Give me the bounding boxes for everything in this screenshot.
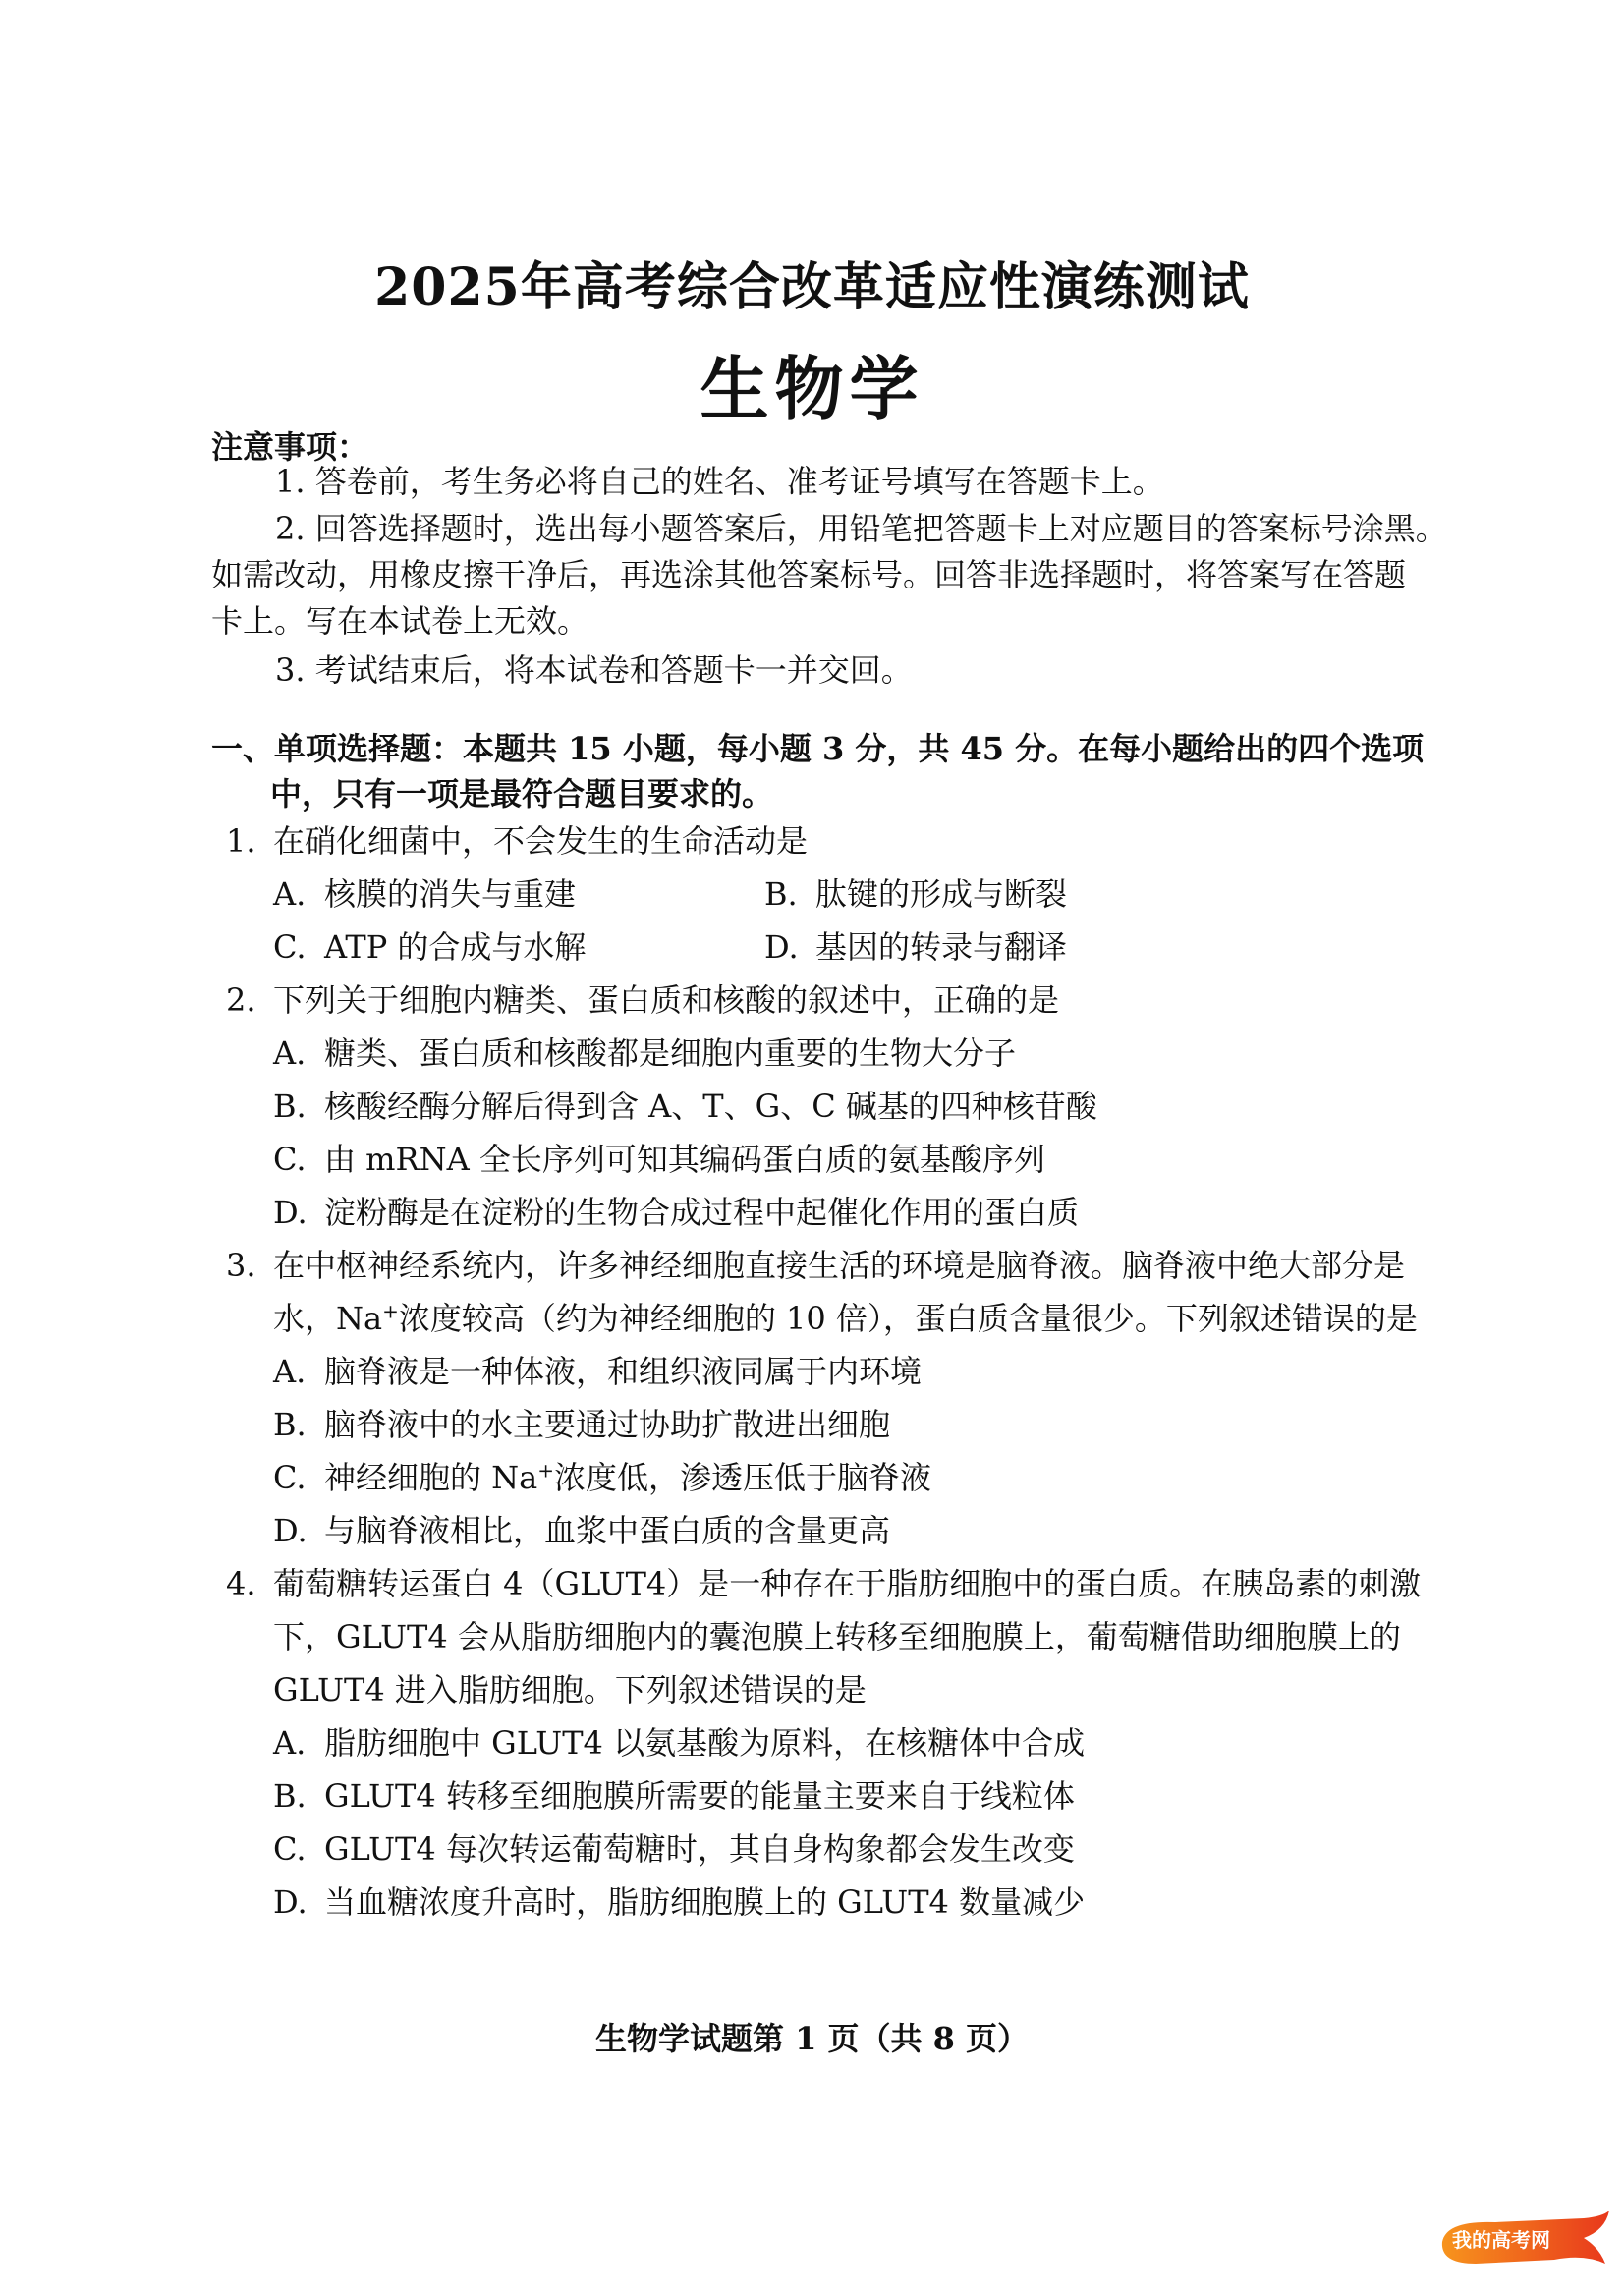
option-text: 核酸经酶分解后得到含 A、T、G、C 碱基的四种核苷酸 <box>324 1088 1097 1125</box>
option-letter: D. <box>273 1512 308 1549</box>
question-stem: 葡萄糖转运蛋白 4（GLUT4）是一种存在于脂肪细胞中的蛋白质。在胰岛素的刺激 <box>273 1565 1422 1602</box>
question-number: 2. <box>226 981 256 1019</box>
option-letter: B. <box>273 1088 307 1125</box>
question-4-stem-cont: 下，GLUT4 会从脂肪细胞内的囊泡膜上转移至细胞膜上，葡萄糖借助细胞膜上的 <box>273 1618 1401 1655</box>
question-2-option-d <box>273 1193 1079 1232</box>
option-text: 脂肪细胞中 GLUT4 以氨基酸为原料，在核糖体中合成 <box>324 1724 1086 1762</box>
option-letter: C. <box>273 1141 307 1178</box>
superscript: + <box>382 1299 399 1323</box>
question-4-option-c <box>273 1829 1075 1869</box>
question-3 <box>226 1246 1405 1285</box>
superscript: + <box>537 1458 555 1483</box>
option-letter: B. <box>273 1777 307 1815</box>
option-letter: A. <box>273 1035 307 1072</box>
question-stem: 在中枢神经系统内，许多神经细胞直接生活的环境是脑脊液。脑脊液中绝大部分是 <box>273 1247 1406 1284</box>
question-4-option-b <box>273 1776 1075 1816</box>
question-stem: 下列关于细胞内糖类、蛋白质和核酸的叙述中，正确的是 <box>273 981 1060 1019</box>
option-text: 脑脊液中的水主要通过协助扩散进出细胞 <box>324 1406 891 1443</box>
notice-item-3: 3. 考试结束后，将本试卷和答题卡一并交回。 <box>275 651 913 689</box>
question-stem: 在硝化细菌中，不会发生的生命活动是 <box>273 822 809 860</box>
option-text: 脑脊液是一种体液，和组织液同属于内环境 <box>324 1353 923 1390</box>
option-text: 浓度低，渗透压低于脑脊液 <box>554 1459 932 1496</box>
exam-title: 2025年高考综合改革适应性演练测试 <box>374 257 1250 317</box>
option-text: 由 mRNA 全长序列可知其编码蛋白质的氨基酸序列 <box>324 1141 1045 1178</box>
question-4-option-d <box>273 1882 1085 1922</box>
question-1-option-a <box>273 874 576 914</box>
notice-item-1: 1. 答卷前，考生务必将自己的姓名、准考证号填写在答题卡上。 <box>275 463 1164 500</box>
option-letter: B. <box>764 875 798 913</box>
question-3-option-d <box>273 1511 890 1550</box>
question-2-option-a <box>273 1034 1016 1073</box>
question-1-option-b <box>764 874 1067 914</box>
question-3-stem-cont <box>273 1299 1418 1338</box>
option-text: 基因的转录与翻译 <box>815 928 1068 966</box>
option-letter: A. <box>273 1353 307 1390</box>
option-text: 当血糖浓度升高时，脂肪细胞膜上的 GLUT4 数量减少 <box>324 1883 1086 1921</box>
option-text: GLUT4 转移至细胞膜所需要的能量主要来自于线粒体 <box>324 1777 1075 1815</box>
question-2 <box>226 980 1059 1020</box>
notice-item-2: 2. 回答选择题时，选出每小题答案后，用铅笔把答题卡上对应题目的答案标号涂黑。 <box>275 510 1447 547</box>
section-heading-cont: 中，只有一项是最符合题目要求的。 <box>270 775 774 812</box>
stem-text: 浓度较高（约为神经细胞的 10 倍），蛋白质含量很少。下列叙述错误的是 <box>398 1300 1418 1337</box>
question-4-stem-cont2: GLUT4 进入脂肪细胞。下列叙述错误的是 <box>273 1671 867 1708</box>
option-text: 神经细胞的 Na <box>324 1459 538 1496</box>
question-4 <box>226 1564 1421 1603</box>
option-letter: C. <box>273 1459 307 1496</box>
question-1 <box>226 821 808 861</box>
option-letter: C. <box>273 928 307 966</box>
question-3-option-a <box>273 1352 922 1391</box>
option-letter: B. <box>273 1406 307 1443</box>
question-number: 3. <box>226 1247 256 1284</box>
question-number: 4. <box>226 1565 256 1602</box>
option-letter: A. <box>273 1724 307 1762</box>
stem-text: 水，Na <box>273 1300 383 1337</box>
notice-item-2-cont2: 卡上。写在本试卷上无效。 <box>211 602 589 640</box>
section-heading: 一、单项选择题：本题共 15 小题，每小题 3 分，共 45 分。在每小题给出的四个选项 <box>211 730 1425 767</box>
option-text: 糖类、蛋白质和核酸都是细胞内重要的生物大分子 <box>324 1035 1017 1072</box>
option-letter: A. <box>273 875 307 913</box>
option-text: 核膜的消失与重建 <box>324 875 577 913</box>
subject-title: 生物学 <box>700 348 924 429</box>
question-2-option-b <box>273 1087 1097 1126</box>
option-text: 与脑脊液相比，血浆中蛋白质的含量更高 <box>324 1512 891 1549</box>
question-number: 1. <box>226 822 256 860</box>
question-4-option-a <box>273 1723 1085 1763</box>
option-letter: D. <box>764 928 799 966</box>
watermark-text: 我的高考网 <box>1452 2228 1550 2252</box>
option-letter: C. <box>273 1830 307 1868</box>
question-1-option-c <box>273 927 586 967</box>
option-text: 肽键的形成与断裂 <box>815 875 1068 913</box>
option-text: ATP 的合成与水解 <box>324 928 587 966</box>
notice-heading: 注意事项： <box>211 428 369 466</box>
question-3-option-c <box>273 1458 931 1497</box>
notice-item-2-cont: 如需改动，用橡皮擦干净后，再选涂其他答案标号。回答非选择题时，将答案写在答题 <box>211 556 1407 593</box>
question-2-option-c <box>273 1140 1045 1179</box>
question-3-option-b <box>273 1405 890 1444</box>
option-letter: D. <box>273 1194 308 1231</box>
option-text: GLUT4 每次转运葡萄糖时，其自身构象都会发生改变 <box>324 1830 1075 1868</box>
question-1-option-d <box>764 927 1067 967</box>
page-footer: 生物学试题第 1 页（共 8 页） <box>594 2020 1030 2057</box>
option-letter: D. <box>273 1883 308 1921</box>
option-text: 淀粉酶是在淀粉的生物合成过程中起催化作用的蛋白质 <box>324 1194 1080 1231</box>
